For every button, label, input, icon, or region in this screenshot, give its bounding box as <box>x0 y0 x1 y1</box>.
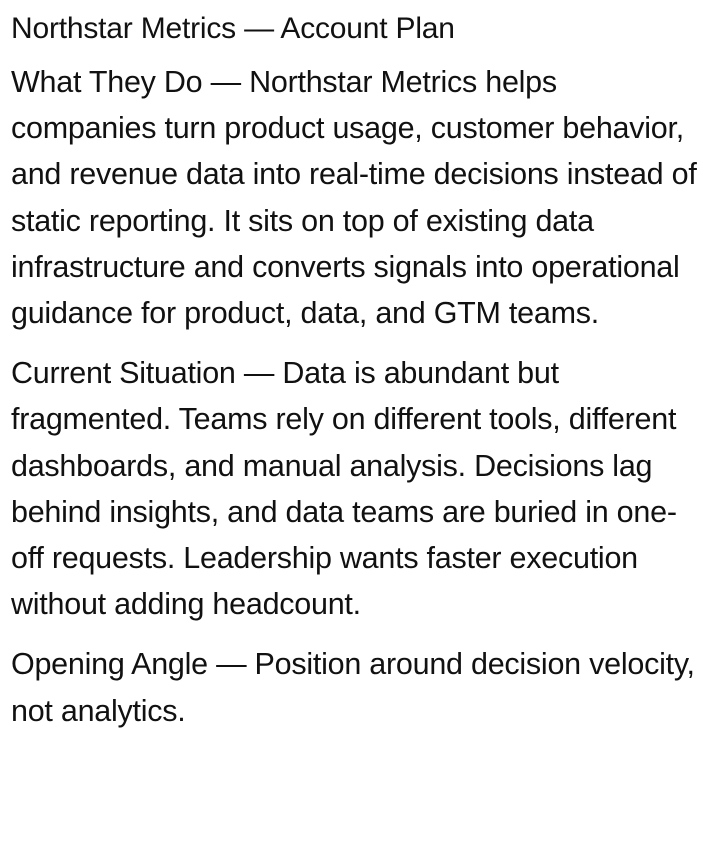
section-current-situation: Current Situation — Data is abundant but fragmented. Teams rely on different tools, different dashboards, and manual analysis. Decisions lag behind insights, and data teams are buried in one-off requests. Leadership wants faster execution without adding headcount. <box>11 356 677 622</box>
section-what-they-do: What They Do — Northstar Metrics helps companies turn product usage, customer behavior, and revenue data into real-time decisions instead of static reporting. It sits on top of existing data infrastructure and converts signals into operational guidance for product, data, and GTM teams. <box>11 65 697 331</box>
section-opening-angle: Opening Angle — Position around decision velocity, not analytics. <box>11 647 695 728</box>
document-title: Northstar Metrics — Account Plan <box>11 12 455 45</box>
